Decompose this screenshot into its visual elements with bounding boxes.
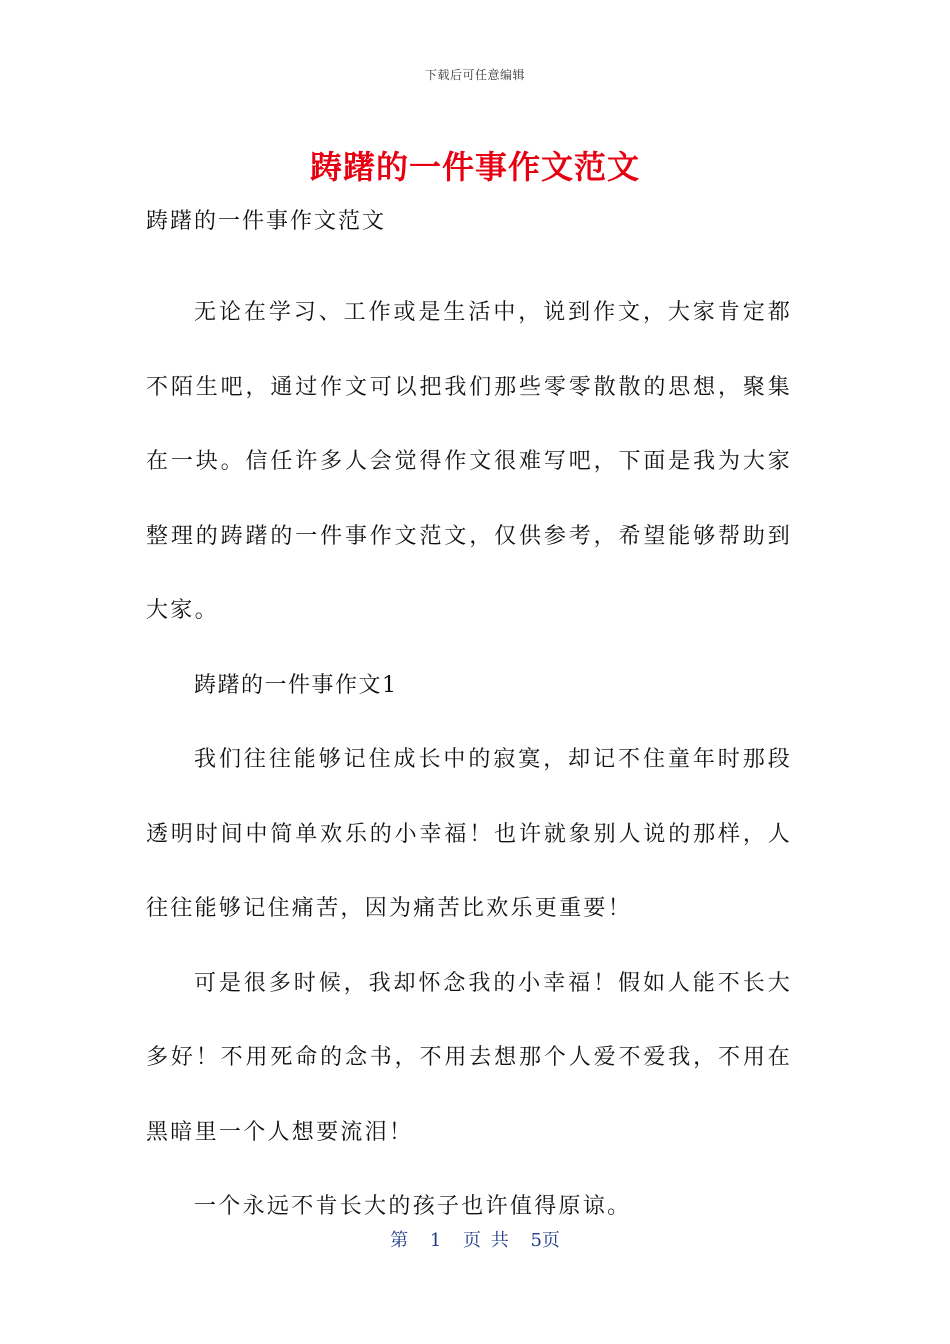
page-footer (0, 1226, 950, 1252)
header-note: 下载后可任意编辑 (424, 68, 525, 82)
document-subtitle: 踌躇的一件事作文范文 (146, 209, 387, 234)
document-title: 踌躇的一件事作文范文 (309, 148, 640, 186)
section-heading: 踌躇的一件事作文1 (194, 672, 398, 698)
document-body (146, 276, 792, 1245)
body-paragraph: 我们往往能够记住成长中的寂寞，却记不住童年时那段透明时间中简单欢乐的小幸福！也许就象别人说的那样，人往往能够记住痛苦，因为痛苦比欢乐更重要！ (146, 747, 792, 921)
footer-total-pages: 5页 (530, 1230, 560, 1251)
body-paragraph: 一个永远不肯长大的孩子也许值得原谅。 (194, 1194, 632, 1219)
footer-of-label: 页 共 (463, 1230, 509, 1251)
body-paragraph: 可是很多时候，我却怀念我的小幸福！假如人能不长大多好！不用死命的念书，不用去想那个人爱不爱我，不用在黑暗里一个人想要流泪！ (146, 970, 792, 1145)
footer-page-number: 1 (429, 1230, 442, 1251)
body-paragraph: 无论在学习、工作或是生活中，说到作文，大家肯定都不陌生吧，通过作文可以把我们那些零零散散的思想，聚集在一块。信任许多人会觉得作文很难写吧，下面是我为大家整理的踌躇的一件事作文范文，仅供参考，希望能够帮助到大家。 (146, 300, 792, 623)
footer-page-label: 第 (390, 1230, 409, 1251)
